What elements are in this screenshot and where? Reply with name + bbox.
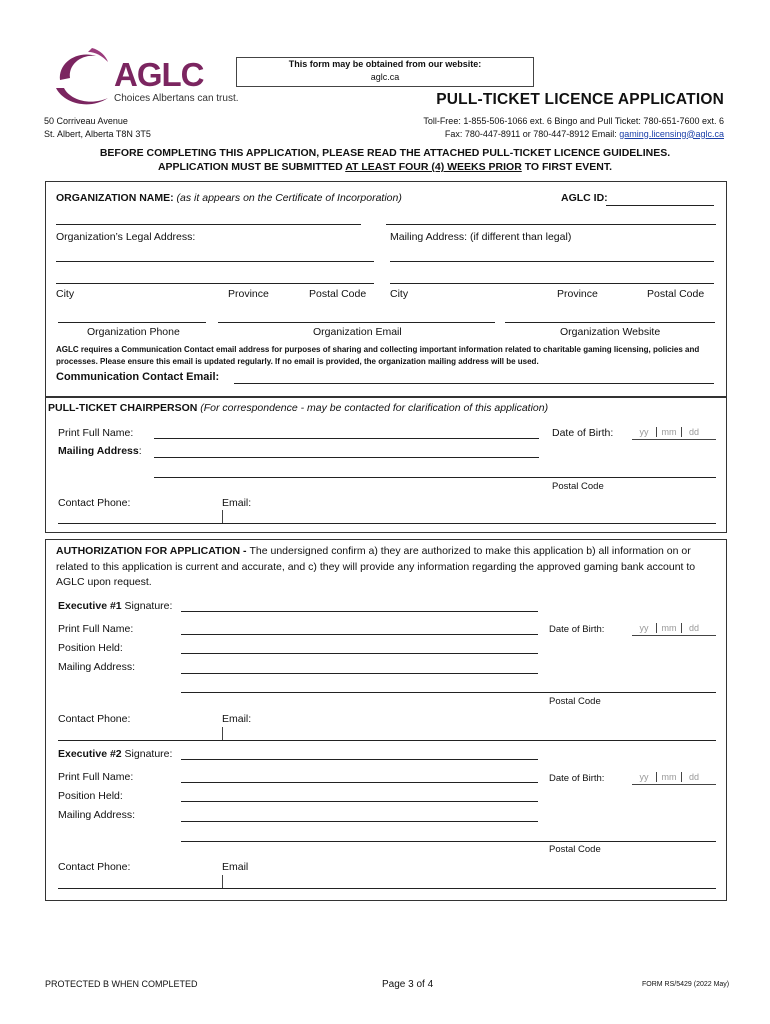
- agency-address: [44, 115, 151, 140]
- mailing-address-field[interactable]: [390, 261, 714, 262]
- chair-mailing-colon: :: [138, 445, 142, 457]
- logo-tagline: Choices Albertans can trust.: [114, 93, 239, 104]
- legal-address-label: Organization’s Legal Address:: [56, 231, 196, 243]
- exec1-phone-email-field[interactable]: [58, 740, 716, 741]
- exec2-print-name-field[interactable]: [181, 782, 538, 783]
- chair-divider: [222, 510, 223, 523]
- chair-mailing-text: Mailing Address: [58, 445, 139, 457]
- exec2-position-label: Position Held:: [58, 790, 123, 802]
- tollfree-line: Toll-Free: 1-855-506-1066 ext. 6 Bingo and Pull Ticket: 780-651-7600 ext. 6: [423, 116, 724, 126]
- org-name-label-text: ORGANIZATION NAME:: [56, 192, 174, 204]
- exec1-email-label: Email:: [222, 713, 252, 725]
- chairperson-section: [45, 397, 727, 533]
- aglc-id-label: AGLC ID:: [561, 192, 608, 204]
- exec1-signature-field[interactable]: [181, 611, 538, 612]
- comm-email-label: Communication Contact Email:: [56, 371, 220, 383]
- chair-print-name-label: Print Full Name:: [58, 427, 134, 439]
- chair-dob-field[interactable]: [632, 427, 716, 440]
- exec1-mailing-field-2[interactable]: [181, 692, 716, 693]
- exec2-postal-label: Postal Code: [549, 844, 601, 855]
- exec1-mailing-label: Mailing Address:: [58, 661, 136, 673]
- exec2-dob-field[interactable]: [632, 772, 716, 785]
- exec1-position-field[interactable]: [181, 653, 538, 654]
- agency-contact: [423, 115, 724, 140]
- legal-province-label: Province: [228, 288, 269, 300]
- dob-dd: dd: [688, 427, 699, 437]
- footer-page: Page 3 of 4: [382, 979, 434, 990]
- comm-email-field[interactable]: [234, 383, 714, 384]
- exec2-mailing-label: Mailing Address:: [58, 809, 136, 821]
- auth-text: The undersigned confirm a) they are authorized to make this application b) all information on or related to this application is current and accurate, and c) they will provide any information regarding the approved gaming bank account to AGLC upon request.: [56, 545, 696, 588]
- exec1-dob-label: Date of Birth:: [549, 624, 605, 635]
- instruction-2-emphasis: AT LEAST FOUR (4) WEEKS PRIOR: [345, 161, 522, 173]
- chair-heading: [48, 402, 548, 414]
- mailing-city-field[interactable]: [390, 283, 714, 284]
- exec2-signature-field[interactable]: [181, 759, 538, 760]
- org-website-field[interactable]: [505, 322, 715, 323]
- mailing-city-label: City: [390, 288, 409, 300]
- authorization-section: [45, 539, 727, 901]
- fax-email-line: [423, 128, 724, 141]
- org-website-label: Organization Website: [560, 326, 661, 338]
- website-notice: This form may be obtained from our website:: [288, 59, 482, 69]
- org-name-label: [56, 192, 402, 204]
- mailing-postal-label: Postal Code: [647, 288, 705, 300]
- fax-text: Fax: 780-447-8911 or 780-447-8912 Email:: [444, 128, 620, 139]
- legal-address-field[interactable]: [56, 261, 374, 262]
- org-phone-label: Organization Phone: [87, 326, 180, 338]
- chair-phone-email-field[interactable]: [58, 523, 716, 524]
- chair-heading-text: PULL-TICKET CHAIRPERSON: [48, 402, 198, 414]
- exec1-dob-field[interactable]: [632, 623, 716, 636]
- exec2-phone-label: Contact Phone:: [58, 861, 131, 873]
- logo-text: AGLC: [114, 56, 204, 93]
- exec2-mailing-field-2[interactable]: [181, 841, 716, 842]
- chair-print-name-field[interactable]: [154, 438, 539, 439]
- email-link[interactable]: gaming.licensing@aglc.ca: [619, 128, 724, 139]
- exec1-print-name-label: Print Full Name:: [58, 623, 134, 635]
- exec1-mailing-field[interactable]: [181, 673, 538, 674]
- instruction-2-post: TO FIRST EVENT.: [521, 161, 613, 173]
- exec1-label: Executive #1: [58, 600, 122, 612]
- exec1-postal-label: Postal Code: [549, 696, 601, 707]
- chair-mailing-field[interactable]: [154, 457, 539, 458]
- exec1-print-name-field[interactable]: [181, 634, 538, 635]
- address-line-1: 50 Corriveau Avenue: [44, 116, 128, 126]
- dob-mm: mm: [657, 623, 682, 633]
- org-name-field-2[interactable]: [386, 224, 716, 225]
- org-name-hint: (as it appears on the Certificate of Incorporation): [173, 192, 402, 204]
- instruction-2-pre: APPLICATION MUST BE SUBMITTED: [157, 161, 346, 173]
- auth-heading: AUTHORIZATION FOR APPLICATION -: [56, 545, 250, 557]
- exec2-email-label: Email: [222, 861, 249, 873]
- exec2-signature-label: [58, 748, 172, 760]
- form-title: PULL-TICKET LICENCE APPLICATION: [436, 91, 724, 108]
- chair-mailing-field-2[interactable]: [154, 477, 716, 478]
- logo-mark-icon: [52, 48, 116, 108]
- dob-yy: yy: [632, 623, 657, 633]
- chair-postal-label: Postal Code: [552, 481, 604, 492]
- footer-form-id: FORM RS/5429 (2022 May): [642, 981, 730, 988]
- legal-city-field[interactable]: [56, 283, 374, 284]
- exec1-position-label: Position Held:: [58, 642, 123, 654]
- footer-protected: PROTECTED B WHEN COMPLETED: [45, 979, 198, 989]
- chair-email-label: Email:: [222, 497, 252, 509]
- instruction-2: [0, 160, 770, 174]
- chair-dob-label: Date of Birth:: [552, 427, 614, 439]
- legal-postal-label: Postal Code: [309, 288, 367, 300]
- dob-dd: dd: [688, 623, 699, 633]
- mailing-address-label: Mailing Address: (if different than legal): [390, 231, 572, 243]
- mailing-province-label: Province: [557, 288, 598, 300]
- chair-phone-label: Contact Phone:: [58, 497, 131, 509]
- org-email-field[interactable]: [218, 322, 495, 323]
- exec1-divider: [222, 727, 223, 740]
- exec2-phone-email-field[interactable]: [58, 888, 716, 889]
- chair-mailing-label: [58, 445, 142, 457]
- address-line-2: St. Albert, Alberta T8N 3T5: [44, 128, 151, 139]
- exec2-mailing-field[interactable]: [181, 821, 538, 822]
- exec1-phone-label: Contact Phone:: [58, 713, 131, 725]
- aglc-id-field[interactable]: [606, 205, 714, 206]
- org-name-field[interactable]: [56, 224, 361, 225]
- instruction-1: BEFORE COMPLETING THIS APPLICATION, PLEASE READ THE ATTACHED PULL-TICKET LICENCE GUIDELINES.: [99, 147, 671, 159]
- legal-city-label: City: [56, 288, 75, 300]
- dob-mm: mm: [657, 427, 682, 437]
- dob-dd: dd: [688, 772, 699, 782]
- website-link[interactable]: aglc.ca: [370, 72, 400, 82]
- exec2-label: Executive #2: [58, 748, 122, 760]
- communication-note: AGLC requires a Communication Contact email address for purposes of sharing and collecting important information related to charitable gaming licensing, policies and processes. Please ensure this email is updated regularly. If no email is provided, the organization mailing address will be used.: [56, 345, 700, 366]
- exec1-signature-label: [58, 600, 172, 612]
- dob-mm: mm: [657, 772, 682, 782]
- exec2-print-name-label: Print Full Name:: [58, 771, 134, 783]
- instructions: [0, 146, 770, 174]
- chair-hint: (For correspondence - may be contacted for clarification of this application): [197, 402, 549, 414]
- exec2-dob-label: Date of Birth:: [549, 773, 605, 784]
- org-email-label: Organization Email: [313, 326, 402, 338]
- auth-statement: [56, 544, 716, 591]
- exec2-signature-text: Signature:: [121, 748, 173, 760]
- exec1-signature-text: Signature:: [121, 600, 173, 612]
- dob-yy: yy: [632, 772, 657, 782]
- exec2-divider: [222, 875, 223, 888]
- website-notice-box: [236, 57, 534, 87]
- org-phone-field[interactable]: [58, 322, 206, 323]
- dob-yy: yy: [632, 427, 657, 437]
- exec2-position-field[interactable]: [181, 801, 538, 802]
